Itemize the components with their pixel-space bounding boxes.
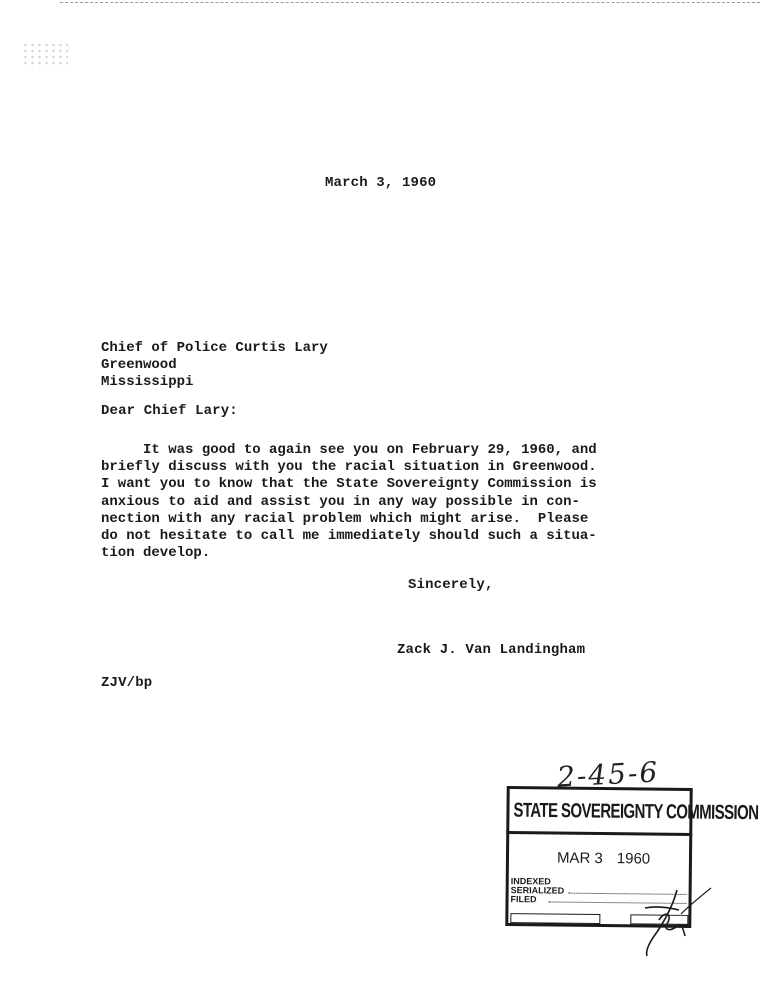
body-line: It was good to again see you on February 29, 1960, and: [101, 442, 597, 458]
salutation: Dear Chief Lary:: [101, 403, 238, 419]
signature-name: Zack J. Van Landingham: [397, 642, 586, 658]
closing: Sincerely,: [408, 577, 494, 593]
letter-date: March 3, 1960: [325, 175, 437, 191]
stamp-date-month-day: MAR 3: [556, 849, 603, 868]
stamp-entry-box: [510, 913, 600, 924]
stamp-label-filed: FILED: [510, 894, 537, 905]
stamp-label-indexed: INDEXED: [510, 876, 551, 887]
body-line: briefly discuss with you the racial situation in Greenwood.: [101, 459, 597, 476]
stamp-date-year: 1960: [616, 850, 651, 868]
stamp-divider: [506, 831, 692, 836]
body-line: do not hesitate to call me immediately should such a situa-: [101, 528, 597, 545]
stamp-title: STATE SOVEREIGNTY COMMISSION: [513, 799, 759, 825]
handwritten-file-number: 2-45-6: [556, 755, 660, 794]
stamp-date: [557, 850, 650, 868]
body-line: anxious to aid and assist you in any way possible in con-: [101, 493, 580, 510]
page-top-border: [60, 2, 760, 3]
scan-specks: [22, 42, 68, 68]
handwritten-initials-mark: [615, 880, 715, 960]
letter-body: [101, 442, 641, 562]
stamp-label-serialized: SERIALIZED: [510, 885, 565, 896]
recipient-line: Chief of Police Curtis Lary: [101, 340, 328, 356]
body-line: nection with any racial problem which might arise. Please: [101, 510, 589, 527]
body-line: I want you to know that the State Sovereignty Commission is: [101, 476, 597, 493]
typist-initials: ZJV/bp: [101, 675, 153, 691]
recipient-line: Mississippi: [101, 374, 194, 390]
recipient-address: [101, 340, 328, 391]
body-line: tion develop.: [101, 545, 211, 562]
recipient-line: Greenwood: [101, 357, 177, 373]
